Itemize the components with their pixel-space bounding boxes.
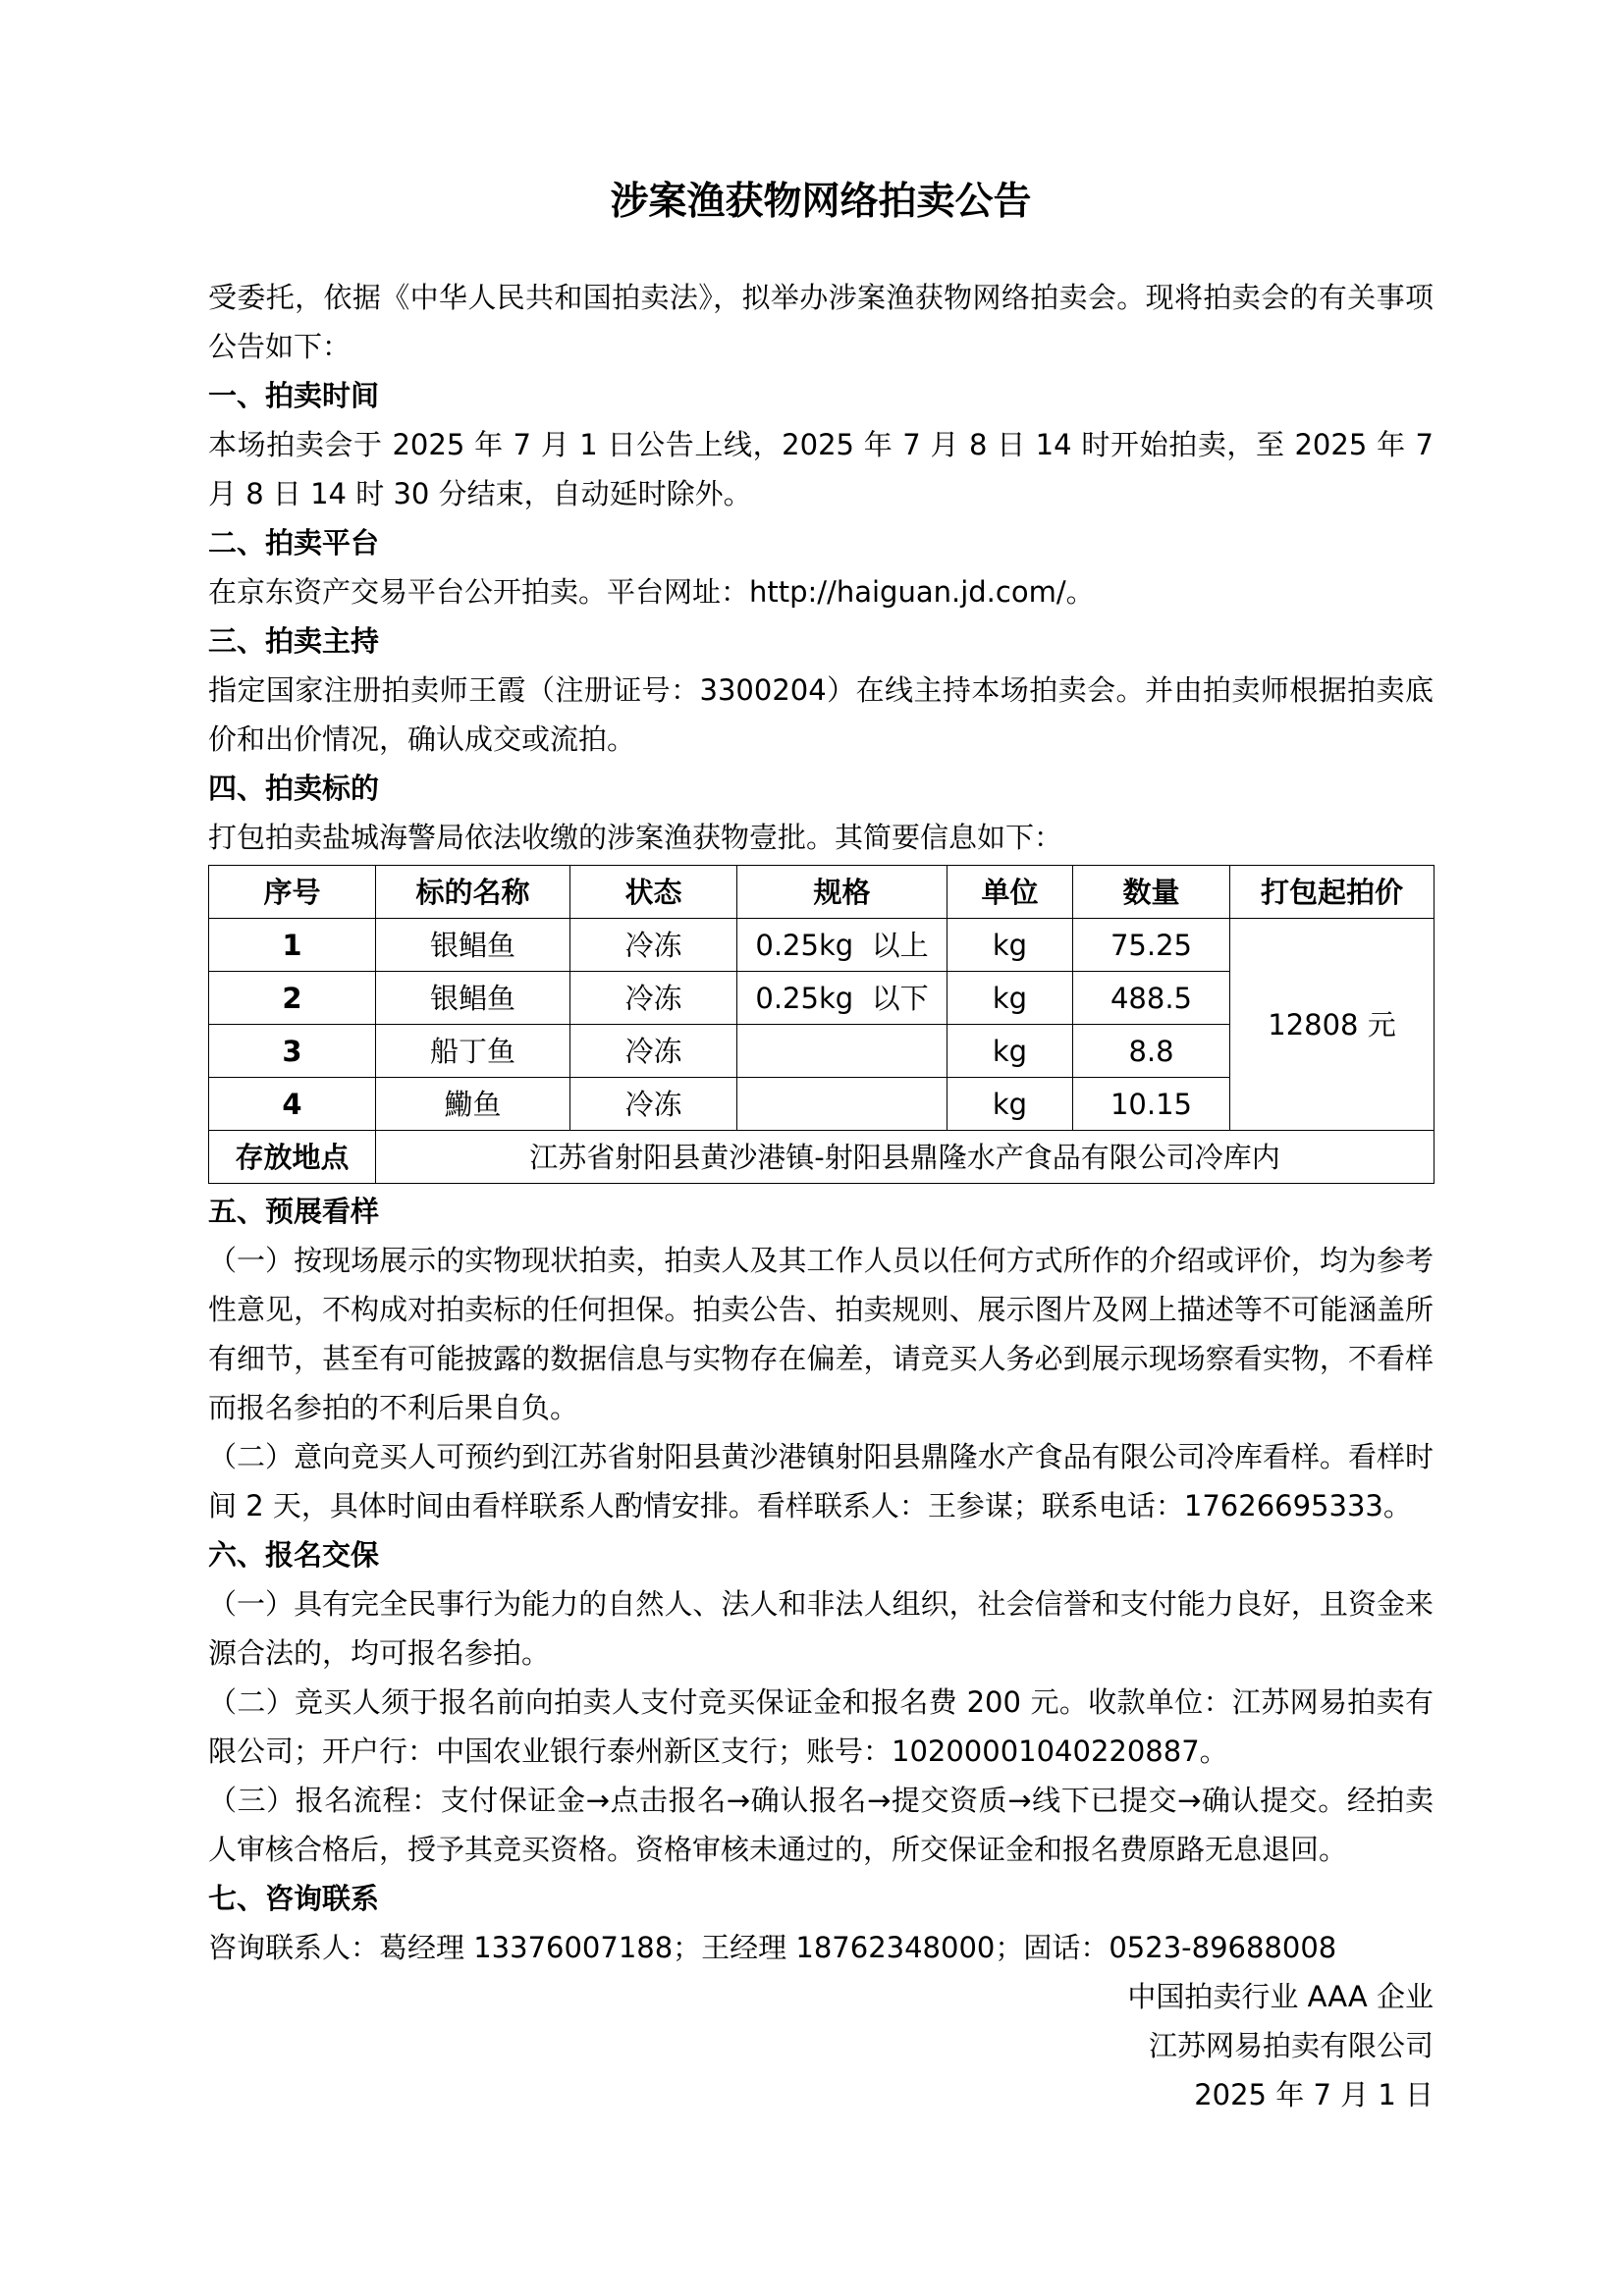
section-text-registration-3: （三）报名流程：支付保证金→点击报名→确认报名→提交资质→线下已提交→确认提交。经拍卖人审核合格后，授予其竞买资格。资格审核未通过的，所交保证金和报名费原路无息退回。: [208, 1784, 1434, 1866]
table-header-cell: 序号: [209, 866, 376, 919]
table-cell: 冷冻: [570, 1078, 737, 1131]
section-text-time: 本场拍卖会于 2025 年 7 月 1 日公告上线，2025 年 7 月 8 日 14 时开始拍卖，至 2025 年 7 月 8 日 14 时 30 分结束，自动延时除外。: [208, 428, 1434, 510]
table-cell: 船丁鱼: [376, 1025, 570, 1078]
table-cell: 3: [209, 1025, 376, 1078]
section-heading-registration: 六、报名交保: [208, 1538, 380, 1572]
section-text-host: 指定国家注册拍卖师王霞（注册证号：3300204）在线主持本场拍卖会。并由拍卖师根据拍卖底价和出价情况，确认成交或流拍。: [208, 673, 1434, 756]
table-row-location: [209, 1131, 1435, 1184]
table-cell: 2: [209, 972, 376, 1025]
signature-line-2: 江苏网易拍卖有限公司: [1148, 2029, 1434, 2062]
table-cell: 冷冻: [570, 919, 737, 972]
table-header-cell: 数量: [1073, 866, 1230, 919]
table-header-row: [209, 866, 1435, 919]
table-cell: 银鲳鱼: [376, 919, 570, 972]
table-header-cell: 标的名称: [376, 866, 570, 919]
section-heading-contact: 七、咨询联系: [208, 1882, 380, 1915]
table-cell: kg: [947, 972, 1073, 1025]
section-text-preview-1: （一）按现场展示的实物现状拍卖，拍卖人及其工作人员以任何方式所作的介绍或评价，均为参考性意见，不构成对拍卖标的任何担保。拍卖公告、拍卖规则、展示图片及网上描述等不可能涵盖所有细节，甚至有可能披露的数据信息与实物存在偏差，请竞买人务必到展示现场察看实物，不看样而报名参拍的不利后果自负。: [208, 1244, 1434, 1424]
section-heading-time: 一、拍卖时间: [208, 379, 380, 412]
table-cell: 银鲳鱼: [376, 972, 570, 1025]
table-header-cell: 打包起拍价: [1230, 866, 1435, 919]
section-text-registration-2: （二）竞买人须于报名前向拍卖人支付竞买保证金和报名费 200 元。收款单位：江苏网易拍卖有限公司；开户行：中国农业银行泰州新区支行；账号：10200001040220887。: [208, 1685, 1434, 1768]
table-cell: 75.25: [1073, 919, 1230, 972]
table-header-cell: 单位: [947, 866, 1073, 919]
section-heading-items: 四、拍卖标的: [208, 772, 380, 805]
section-heading-platform: 二、拍卖平台: [208, 526, 380, 560]
table-cell: 4: [209, 1078, 376, 1131]
table-cell: [737, 1025, 947, 1078]
table-cell: 0.25kg 以下: [737, 972, 947, 1025]
table-header-cell: 规格: [737, 866, 947, 919]
table-header-cell: 状态: [570, 866, 737, 919]
table-cell: kg: [947, 1025, 1073, 1078]
location-value: 江苏省射阳县黄沙港镇-射阳县鼎隆水产食品有限公司冷库内: [376, 1131, 1435, 1184]
table-cell: 488.5: [1073, 972, 1230, 1025]
section-text-items: 打包拍卖盐城海警局依法收缴的涉案渔获物壹批。其简要信息如下：: [208, 821, 1063, 854]
table-cell: 冷冻: [570, 1025, 737, 1078]
table-row: [209, 919, 1435, 972]
table-cell: kg: [947, 919, 1073, 972]
section-text-contact: 咨询联系人：葛经理 13376007188；王经理 18762348000；固话：0523-89688008: [208, 1931, 1337, 1964]
section-text-registration-1: （一）具有完全民事行为能力的自然人、法人和非法人组织，社会信誉和支付能力良好，且资金来源合法的，均可报名参拍。: [208, 1587, 1434, 1670]
section-text-preview-2: （二）意向竞买人可预约到江苏省射阳县黄沙港镇射阳县鼎隆水产食品有限公司冷库看样。看样时间 2 天，具体时间由看样联系人酌情安排。看样联系人：王参谋；联系电话：17626695333。: [208, 1440, 1434, 1522]
section-heading-preview: 五、预展看样: [208, 1195, 380, 1228]
package-price-cell: 12808 元: [1230, 919, 1435, 1131]
table-cell: 8.8: [1073, 1025, 1230, 1078]
signature-date: 2025 年 7 月 1 日: [1194, 2078, 1434, 2111]
table-cell: kg: [947, 1078, 1073, 1131]
intro-paragraph: 受委托，依据《中华人民共和国拍卖法》，拟举办涉案渔获物网络拍卖会。现将拍卖会的有关事项公告如下：: [208, 281, 1434, 363]
document-body: [208, 273, 1434, 2119]
signature-line-1: 中国拍卖行业 AAA 企业: [1127, 1980, 1434, 2013]
items-table: [208, 865, 1435, 1184]
location-label: 存放地点: [209, 1131, 376, 1184]
table-cell: 冷冻: [570, 972, 737, 1025]
table-cell: 鰳鱼: [376, 1078, 570, 1131]
section-heading-host: 三、拍卖主持: [208, 624, 380, 658]
table-cell: [737, 1078, 947, 1131]
table-cell: 1: [209, 919, 376, 972]
section-text-platform: 在京东资产交易平台公开拍卖。平台网址：http://haiguan.jd.com/。: [208, 575, 1095, 609]
table-cell: 10.15: [1073, 1078, 1230, 1131]
document-title: 涉案渔获物网络拍卖公告: [610, 180, 1032, 224]
table-cell: 0.25kg 以上: [737, 919, 947, 972]
